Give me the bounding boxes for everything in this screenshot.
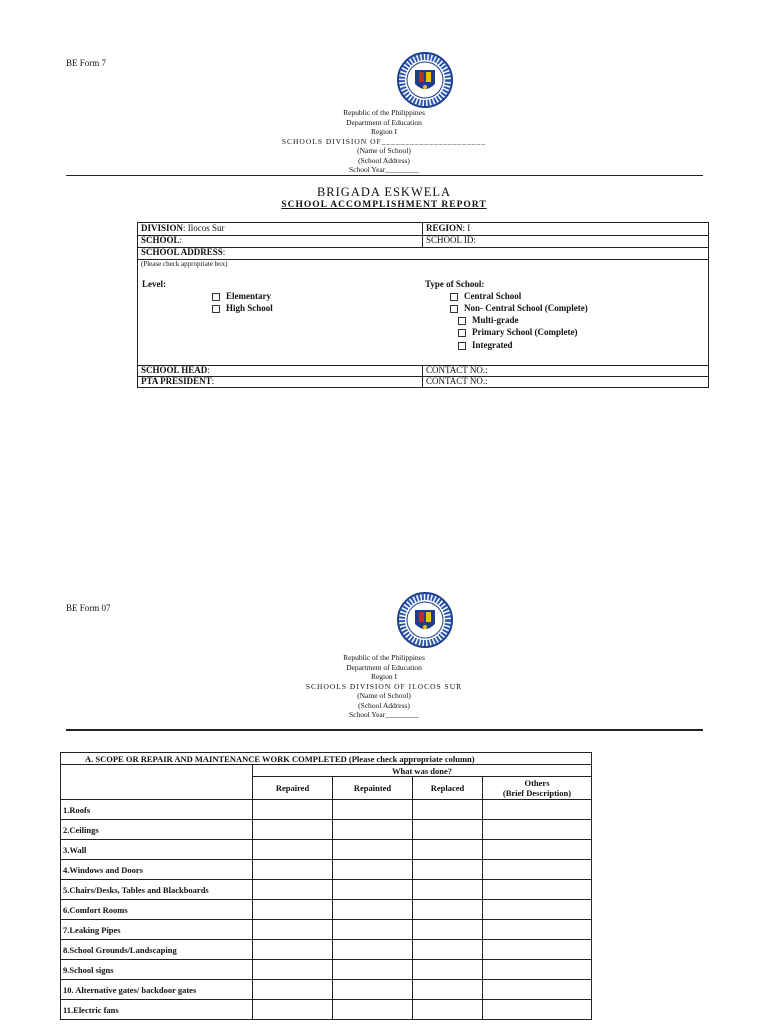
table-row [61,900,592,920]
table-row [61,820,592,840]
type-option-integrated[interactable]: Integrated [458,340,513,350]
contact-no-pta: CONTACT NO.: [426,376,488,386]
school-value: : [179,235,183,245]
what-done-header: What was done? [253,765,592,777]
report-title: BRIGADA ESKWELA [316,185,452,199]
page1-header [234,108,534,175]
type-option-multi-grade[interactable]: Multi-grade [458,315,519,325]
header-divider-2 [66,729,703,731]
item-label: 2.Ceilings [61,820,253,840]
scope-table [60,752,592,1020]
item-label: 4.Windows and Doors [61,860,253,880]
department-text: Department of Education [346,117,422,127]
table-row [61,980,592,1000]
region-text: Region I [370,672,398,681]
checkbox-icon[interactable] [212,305,220,313]
type-option-central[interactable]: Central School [450,291,521,301]
table-row [61,960,592,980]
item-label: 10. Alternative gates/ backdoor gates [61,980,253,1000]
deped-seal-logo [388,52,462,108]
col-others: Others (Brief Description) [483,777,592,800]
pta-row [138,376,708,387]
table-row [61,880,592,900]
table-row [61,860,592,880]
school-address-placeholder: (School Address) [358,155,410,165]
region-value: : I [462,223,471,233]
report-subtitle: SCHOOL ACCOMPLISHMENT REPORT [281,200,487,210]
address-label: SCHOOL ADDRESS [141,247,223,257]
col-repaired: Repaired [253,777,333,800]
header-divider [66,175,703,176]
form-number-2: BE Form 07 [66,603,111,613]
division-label: DIVISION [141,223,184,233]
item-label: 8.School Grounds/Landscaping [61,940,253,960]
division-line: SCHOOLS DIVISION OF______________________ [281,136,487,146]
region-text: Region I [370,127,398,136]
type-label: Type of School: [425,279,485,289]
school-name-placeholder: (Name of School) [357,146,411,155]
school-name-placeholder: (Name of School) [357,691,411,700]
table-row [61,920,592,940]
col-repainted: Repainted [333,777,413,800]
type-option-non-central[interactable]: Non- Central School (Complete) [450,303,588,313]
table-row [61,840,592,860]
checkbox-icon[interactable] [212,293,220,301]
item-label: 6.Comfort Rooms [61,900,253,920]
division-value: : Ilocos Sur [183,223,225,233]
republic-text: Republic of the Philippines [343,108,425,117]
item-label: 5.Chairs/Desks, Tables and Blackboards [61,880,253,900]
school-address-placeholder: (School Address) [358,700,410,710]
head-label: SCHOOL HEAD [141,365,208,375]
head-value: : [207,365,210,375]
address-value: : [222,247,226,257]
level-option-high-school[interactable]: High School [212,303,273,313]
region-label: REGION [426,223,463,233]
division-line: SCHOOLS DIVISION OF ILOCOS SUR [305,681,463,691]
check-note: (Please check appropriate box) [141,260,228,268]
page2-header [234,653,534,720]
school-year-line: School Year_________ [348,165,419,174]
level-label: Level [142,279,163,289]
school-info-box [137,222,709,388]
checkbox-icon[interactable] [458,317,466,325]
school-year-line: School Year_________ [348,710,419,719]
checkbox-icon[interactable] [450,305,458,313]
deped-seal-logo [388,592,462,648]
item-label: 9.School signs [61,960,253,980]
form-number: BE Form 7 [66,58,107,68]
pta-label: PTA PRESIDENT [141,376,212,386]
pta-value: : [211,376,215,386]
table-row [61,940,592,960]
item-label: 11.Electric fans [61,1000,253,1020]
contact-no-head: CONTACT NO.: [426,365,488,375]
item-label: 1.Roofs [61,800,253,820]
school-label: SCHOOL [141,235,180,245]
level-type-section: (Please check appropriate box) Level: Elementary High School Type of School: Central School Non- Central School (Complete) Multi-grade Primary School (Complete) Integrated [138,259,708,366]
scope-section-title: A. SCOPE OR REPAIR AND MAINTENANCE WORK COMPLETED (Please check appropriate column) [61,753,592,765]
table-row [61,1000,592,1020]
level-option-elementary[interactable]: Elementary [212,291,271,301]
checkbox-icon[interactable] [458,342,466,350]
department-text: Department of Education [346,662,422,672]
col-replaced: Replaced [413,777,483,800]
table-row [61,800,592,820]
republic-text: Republic of the Philippines [343,653,425,662]
item-label: 7.Leaking Pipes [61,920,253,940]
checkbox-icon[interactable] [458,329,466,337]
school-id: SCHOOL ID: [426,235,476,245]
item-label: 3.Wall [61,840,253,860]
type-option-primary[interactable]: Primary School (Complete) [458,327,577,337]
checkbox-icon[interactable] [450,293,458,301]
